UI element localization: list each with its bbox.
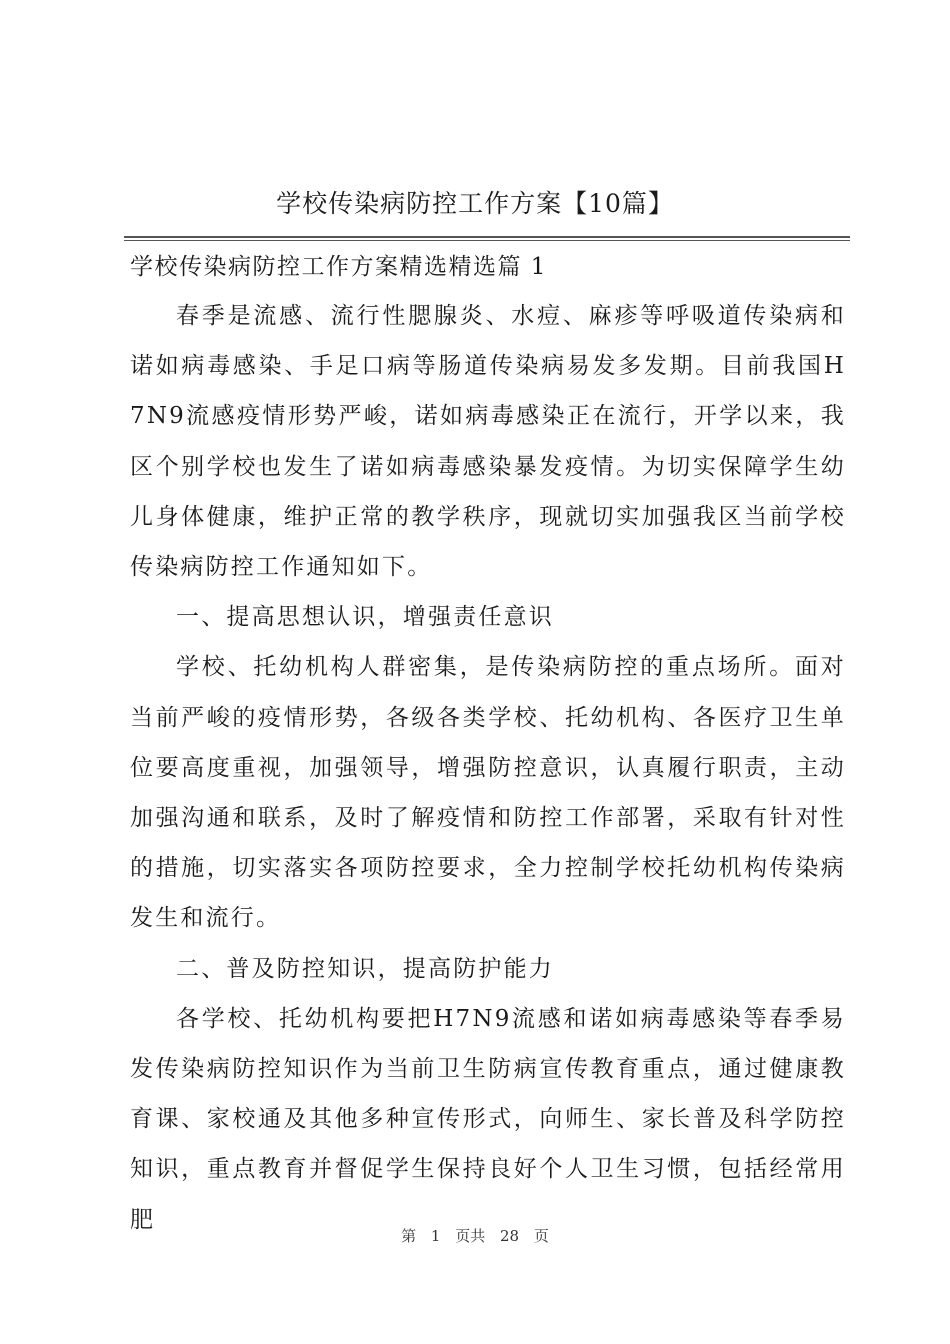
document-title: 学校传染病防控工作方案【10篇】 bbox=[276, 189, 674, 218]
section-heading-1: 一、提高思想认识，增强责任意识 bbox=[176, 604, 554, 631]
section-subheading: 学校传染病防控工作方案精选精选篇 1 bbox=[130, 254, 547, 280]
footer-prefix: 第 bbox=[401, 1227, 417, 1245]
title-divider bbox=[124, 236, 850, 241]
paragraph-intro: 春季是流感、流行性腮腺炎、水痘、麻疹等呼吸道传染病和诺如病毒感染、手足口病等肠道传染病易发多发期。目前我国H7N9流感疫情形势严峻，诺如病毒感染正在流行，开学以来，我区个别学校也发生了诺如病毒感染暴发疫情。为切实保障学生幼儿身体健康，维护正常的教学秩序，现就切实加强我区当前学校传染病防控工作通知如下。 bbox=[130, 303, 846, 581]
footer-total-pages: 28 bbox=[500, 1227, 520, 1245]
paragraph-section-2: 各学校、托幼机构要把H7N9流感和诺如病毒感染等春季易发传染病防控知识作为当前卫生防病宣传教育重点，通过健康教育课、家校通及其他多种宣传形式，向师生、家长普及科学防控知识，重点教育并督促学生保持良好个人卫生习惯，包括经常用肥 bbox=[130, 1005, 846, 1233]
page-footer bbox=[0, 1225, 950, 1247]
document-body bbox=[130, 291, 846, 1245]
footer-mid: 页共 bbox=[455, 1227, 486, 1245]
footer-page-number: 1 bbox=[430, 1227, 441, 1245]
footer-suffix: 页 bbox=[533, 1227, 549, 1245]
section-heading-2: 二、普及防控知识，提高防护能力 bbox=[176, 955, 554, 982]
paragraph-section-1: 学校、托幼机构人群密集，是传染病防控的重点场所。面对当前严峻的疫情形势，各级各类学校、托幼机构、各医疗卫生单位要高度重视，加强领导，增强防控意识，认真履行职责，主动加强沟通和联系，及时了解疫情和防控工作部署，采取有针对性的措施，切实落实各项防控要求，全力控制学校托幼机构传染病发生和流行。 bbox=[130, 654, 846, 932]
